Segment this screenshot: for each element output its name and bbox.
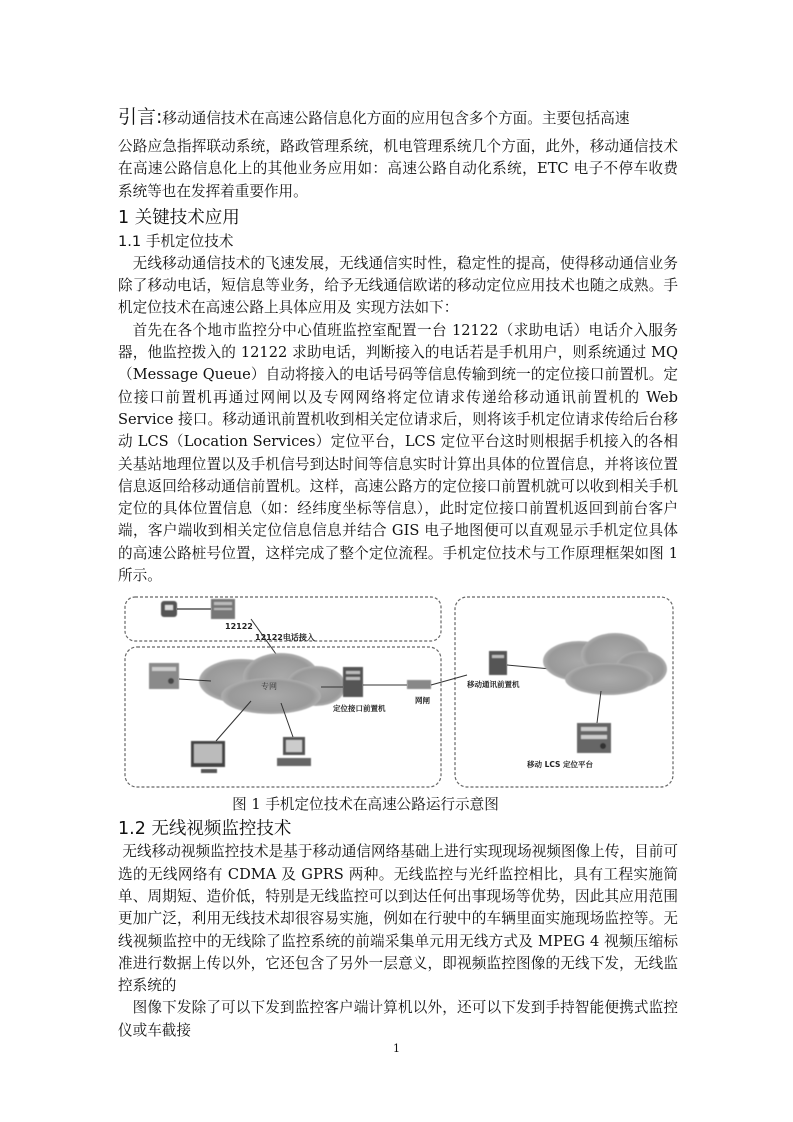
computer-icon bbox=[277, 737, 311, 766]
lcs-platform-label: 移动 LCS 定位平台 bbox=[527, 760, 594, 770]
mobile-network-cloud-icon bbox=[543, 633, 667, 695]
mobile-frontend-label: 移动通讯前置机 bbox=[467, 680, 520, 690]
section-1-2-heading: 1.2 无线视频监控技术 bbox=[118, 819, 292, 840]
document-body bbox=[118, 100, 678, 1042]
phone-number-label: 12122 bbox=[225, 622, 253, 632]
figure-1-svg bbox=[121, 591, 677, 791]
monitor-icon bbox=[191, 741, 225, 773]
hotline-access-label: 12122电话接入 bbox=[255, 633, 315, 643]
section-1-1-para-2: 首先在各个地市监控分中心值班监控室配置一台 12122（求助电话）电话介入服务器，他监控拨入的 12122 求助电话，判断接入的电话若是手机用户，则系统通过 MQ（Message Queue）自动将接入的电话号码等信息传输到统一的定位接口前置机。定位接口前置机再通过网闸以及专网网络将定位请求传递给移动通讯前置机的 Web Service 接口。移动通讯前置机收到相关定位请求后，则将该手机定位请求传给后台移动 LCS（Location Services）定位平台，LCS 定位平台这时则根据手机接入的各相关基站地理位置以及手机信号到达时间等信息实时计算出具体的位置信息，并将该位置信息返回给移动通信前置机。这样，高速公路方的定位接口前置机就可以收到相关手机定位的具体位置信息（如：经纬度坐标等信息），此时定位接口前置机返回到前台客户端，客户端收到相关定位信息信息并结合 GIS 电子地图便可以直观显示手机定位具体的高速公路桩号位置，这样完成了整个定位流程。手机定位技术与工作原理框架如图 1 所示。 bbox=[118, 321, 678, 585]
section-1-1-para-1: 无线移动通信技术的飞速发展，无线通信实时性，稳定性的提高，使得移动通信业务除了移动电话，短信息等业务，给予无线通信欧诺的移动定位应用技术也随之成熟。手机定位技术在高速公路上具体应用及 实现方法如下： bbox=[118, 254, 678, 317]
private-network-label: 专网 bbox=[261, 682, 277, 692]
right-dashed-box bbox=[455, 597, 673, 787]
lcs-platform-server-icon bbox=[577, 723, 611, 753]
figure-1-diagram bbox=[121, 591, 677, 791]
section-1-1-heading: 1.1 手机定位技术 bbox=[118, 232, 234, 250]
hotline-server-icon bbox=[211, 599, 235, 619]
gateway-device-icon bbox=[407, 680, 431, 689]
section-1-2-para-1: 无线移动视频监控技术是基于移动通信网络基础上进行实现现场视频图像上传，目前可选的无线网络有 CDMA 及 GPRS 两种。无线监控与光纤监控相比，具有工程实施简单、周期短、造价低，特别是无线监控可以到达任何出事现场等优势，因此其应用范围更加广泛，利用无线技术却很容易实施，例如在行驶中的车辆里面实施现场监控等。无线视频监控中的无线除了监控系统的前端采集单元用无线方式及 MPEG 4 视频压缩标准进行数据上传以外，它还包含了另外一层意义，即视频监控图像的无线下发，无线监控系统的 bbox=[118, 843, 678, 995]
section-1-2-para-2: 图像下发除了可以下发到监控客户端计算机以外，还可以下发到手持智能便携式监控仪或车截接 bbox=[118, 999, 678, 1039]
server-icon-left bbox=[149, 663, 179, 689]
gateway-label: 网闸 bbox=[415, 696, 430, 706]
positioning-frontend-label-text: 定位接口前置机 bbox=[333, 704, 386, 714]
positioning-frontend-label bbox=[333, 703, 386, 713]
intro-first-line: 移动通信技术在高速公路信息化方面的应用包含多个方面。主要包括高速 bbox=[162, 110, 630, 127]
intro-rest: 公路应急指挥联动系统，路政管理系统，机电管理系统几个方面，此外，移动通信技术在高速公路信息化上的其他业务应用如：高速公路自动化系统，ETC 电子不停车收费系统等也在发挥着重要作用。 bbox=[118, 138, 678, 200]
intro-lead: 引言: bbox=[118, 106, 163, 128]
telephone-icon bbox=[161, 601, 177, 617]
figure-1-caption: 图 1 手机定位技术在高速公路运行示意图 bbox=[232, 796, 499, 814]
intro-paragraph bbox=[118, 100, 678, 203]
mobile-frontend-server-icon bbox=[489, 651, 507, 675]
section-1-heading: 1 关键技术应用 bbox=[118, 207, 240, 228]
positioning-frontend-server-icon bbox=[343, 667, 363, 697]
page-number: 1 bbox=[393, 1042, 400, 1055]
